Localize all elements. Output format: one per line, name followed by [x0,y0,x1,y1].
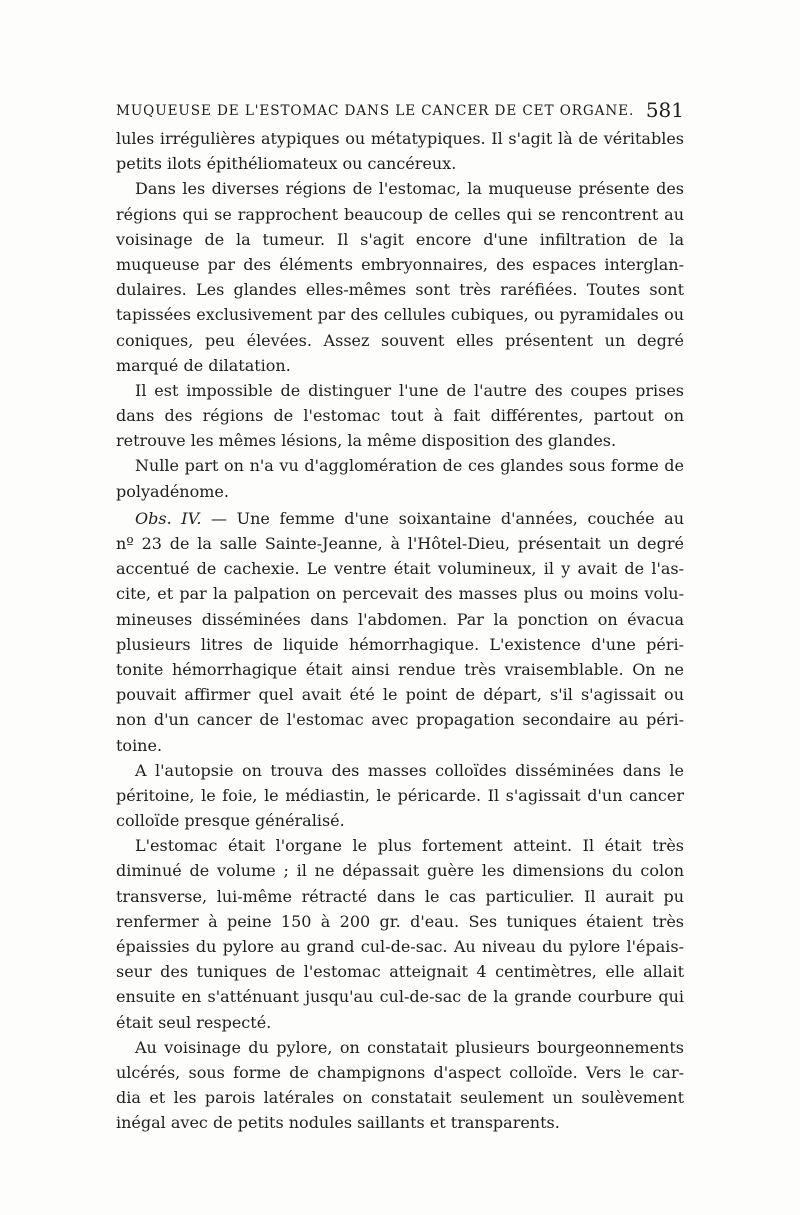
text-line: marqué de dilatation. [116,355,291,375]
text-line: coniques, peu élevées. Assez souvent elles présentent un degré [116,330,684,350]
text-line: tapissées exclusivement par des cellules cubiques, ou pyramidales ou [116,305,684,325]
text-line: Au voisinage du pylore, on constatait plusieurs bourgeonnements [135,1037,684,1057]
running-title: MUQUEUSE DE L'ESTOMAC DANS LE CANCER DE CET ORGANE. [116,103,635,119]
text-line: pouvait affirmer quel avait été le point de départ, s'il s'agissait ou [116,685,684,705]
text-line: épaissies du pylore au grand cul-de-sac. Au niveau du pylore l'épais- [116,937,684,956]
paragraph [116,758,684,834]
paragraph [116,833,684,1035]
text-line: péritoine, le foie, le médiastin, le péricarde. Il s'agissait d'un cancer [116,785,684,805]
paragraph [116,126,684,176]
text-line: dans des régions de l'estomac tout à fait différentes, partout on [116,406,684,426]
text-line: seur des tuniques de l'estomac atteignait 4 centimètres, elle allait [116,962,684,982]
body-text [116,126,684,1136]
text-line: tonite hémorrhagique était ainsi rendue très vraisemblable. On ne [116,659,684,679]
text-line: lules irrégulières atypiques ou métatypiques. Il s'agit là de véritables [116,129,684,148]
paragraph [116,1035,684,1136]
text-line-rest: — Une femme d'une soixantaine d'années, couchée au [201,508,684,528]
paragraph [116,378,684,454]
text-line: colloïde presque généralisé. [116,811,345,831]
text-line: accentué de cachexie. Le ventre était volumineux, il y avait de l'as- [116,559,684,579]
text-line: mineuses disséminées dans l'abdomen. Par la ponction on évacua [116,609,684,629]
text-line: ulcérés, sous forme de champignons d'aspect colloïde. Vers le car- [116,1062,684,1082]
paragraph [116,176,684,378]
text-line: toine. [116,735,163,755]
page-number: 581 [645,98,684,122]
paragraph [116,453,684,503]
running-head [116,98,684,126]
text-line: transverse, lui-même rétracté dans le cas particulier. Il aurait pu [116,886,684,906]
text-line: Dans les diverses régions de l'estomac, la muqueuse présente des [135,179,684,199]
text-line: Nulle part on n'a vu d'agglomération de ces glandes sous forme de [135,456,684,476]
text-line: voisinage de la tumeur. Il s'agit encore d'une infiltration de la [116,229,684,249]
text-line: retrouve les mêmes lésions, la même disposition des glandes. [116,431,617,451]
text-line: muqueuse par des éléments embryonnaires, des espaces interglan- [116,254,684,274]
observation-label: Obs. IV. [135,508,202,528]
text-line: petits ilots épithéliomateux ou cancéreux. [116,154,457,174]
text-line: cite, et par la palpation on percevait des masses plus ou moins volu- [116,584,684,604]
text-line: Il est impossible de distinguer l'une de l'autre des coupes prises [135,380,684,400]
text-line: polyadénome. [116,481,229,501]
text-line: renfermer à peine 150 à 200 gr. d'eau. Ses tuniques étaient très [116,911,684,931]
text-line: inégal avec de petits nodules saillants et transparents. [116,1113,560,1133]
text-line: A l'autopsie on trouva des masses colloïdes disséminées dans le [135,760,684,780]
text-line: régions qui se rapprochent beaucoup de celles qui se rencontrent au [116,204,684,224]
text-line: nº 23 de la salle Sainte-Jeanne, à l'Hôtel-Dieu, présentait un degré [116,534,684,553]
text-line: dulaires. Les glandes elles-mêmes sont très raréfiées. Toutes sont [116,280,684,300]
text-line: non d'un cancer de l'estomac avec propagation secondaire au péri- [116,710,684,730]
text-line: L'estomac était l'organe le plus fortement atteint. Il était très [135,836,684,856]
text-line: plusieurs litres de liquide hémorrhagique. L'existence d'une péri- [116,634,684,654]
observation-paragraph [116,506,684,758]
text-line: était seul respecté. [116,1012,272,1032]
text-line: dia et les parois latérales on constatait seulement un soulèvement [116,1088,684,1108]
text-line [116,506,684,531]
text-line: diminué de volume ; il ne dépassait guère les dimensions du colon [116,861,684,881]
text-line: ensuite en s'atténuant jusqu'au cul-de-sac de la grande courbure qui [116,987,684,1007]
